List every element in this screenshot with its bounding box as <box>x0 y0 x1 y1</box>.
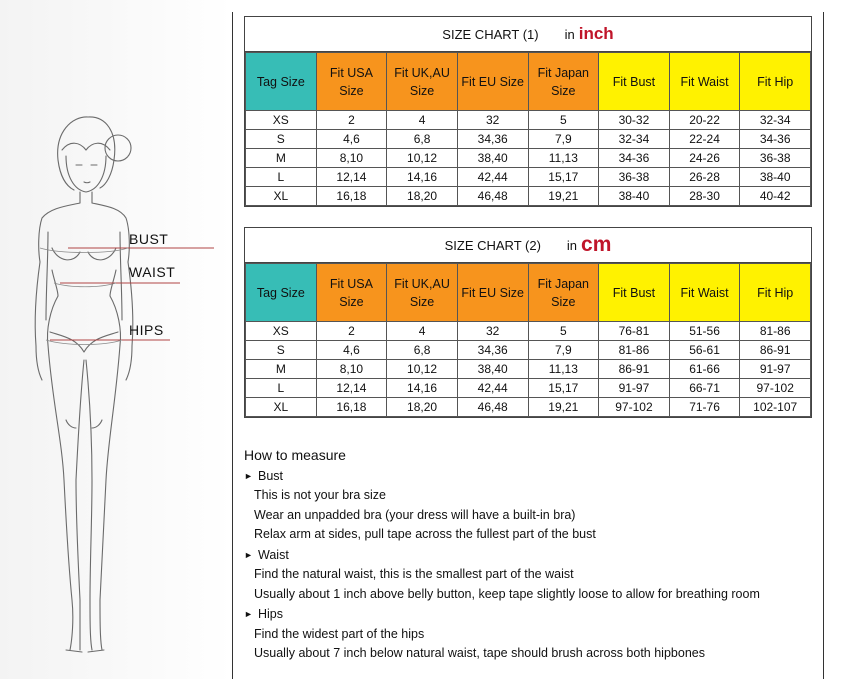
table-cell: 6,8 <box>387 341 458 360</box>
table-cell: L <box>246 379 317 398</box>
table-cell: 36-38 <box>740 149 811 168</box>
table-cell: 91-97 <box>599 379 670 398</box>
size-table-inch <box>245 52 811 206</box>
table-cell: 12,14 <box>316 168 387 187</box>
table-cell: 61-66 <box>669 360 740 379</box>
table-cell: 2 <box>316 322 387 341</box>
waist-line-1: Find the natural waist, this is the smallest part of the waist <box>254 567 574 581</box>
bust-heading <box>244 467 822 487</box>
table-row <box>246 130 811 149</box>
left-leg-inner <box>76 360 84 650</box>
table-row <box>246 149 811 168</box>
table-cell: 22-24 <box>669 130 740 149</box>
table-cell: 76-81 <box>599 322 670 341</box>
table-cell: 71-76 <box>669 398 740 417</box>
column-header: Fit EU Size <box>457 53 528 111</box>
table-row <box>246 322 811 341</box>
unit-prefix: in <box>564 26 575 42</box>
table-cell: 32-34 <box>599 130 670 149</box>
table-row <box>246 398 811 417</box>
table-cell: XL <box>246 398 317 417</box>
table-cell: 34,36 <box>457 130 528 149</box>
table-cell: 36-38 <box>599 168 670 187</box>
table-cell: 4 <box>387 111 458 130</box>
table-cell: 97-102 <box>740 379 811 398</box>
table-cell: 34,36 <box>457 341 528 360</box>
table-row <box>246 360 811 379</box>
table-cell: S <box>246 341 317 360</box>
table-cell: 56-61 <box>669 341 740 360</box>
table-cell: 12,14 <box>316 379 387 398</box>
table-cell: 2 <box>316 111 387 130</box>
bust-left <box>52 248 80 260</box>
hips-section <box>244 605 822 664</box>
table-cell: 7,9 <box>528 130 599 149</box>
table-row <box>246 187 811 206</box>
table-cell: 34-36 <box>740 130 811 149</box>
table-cell: 38-40 <box>599 187 670 206</box>
table-row <box>246 379 811 398</box>
table-row <box>246 111 811 130</box>
bust-right <box>88 248 116 260</box>
table-cell: S <box>246 130 317 149</box>
left-leg-outer <box>48 345 73 650</box>
table-cell: 40-42 <box>740 187 811 206</box>
table-cell: 20-22 <box>669 111 740 130</box>
table-cell: 32 <box>457 111 528 130</box>
table-cell: 11,13 <box>528 360 599 379</box>
table-cell: 102-107 <box>740 398 811 417</box>
table-cell: 5 <box>528 111 599 130</box>
bust-line-2: Wear an unpadded bra (your dress will have a built-in bra) <box>254 507 576 522</box>
table-cell: 38,40 <box>457 149 528 168</box>
size-chart-inch <box>244 16 812 207</box>
column-header: Fit Bust <box>599 53 670 111</box>
waist-heading-label: Waist <box>258 547 289 562</box>
table-cell: 5 <box>528 322 599 341</box>
table-cell: L <box>246 168 317 187</box>
waist-line-2: Usually about 1 inch above belly button, keep tape slightly loose to allow for breathing room <box>254 586 760 601</box>
column-header: Fit Waist <box>669 53 740 111</box>
hips-line-1: Find the widest part of the hips <box>254 626 425 641</box>
table-header-row <box>246 53 811 111</box>
table-cell: 38,40 <box>457 360 528 379</box>
chart-title-text: SIZE CHART (2) <box>444 237 541 253</box>
table-cell: 42,44 <box>457 168 528 187</box>
chart-title-inch <box>245 17 811 52</box>
right-divider <box>823 12 824 679</box>
chart-title-text: SIZE CHART (1) <box>442 26 539 42</box>
table-cell: 38-40 <box>740 168 811 187</box>
table-cell: 97-102 <box>599 398 670 417</box>
table-cell: 7,9 <box>528 341 599 360</box>
table-cell: 4,6 <box>316 341 387 360</box>
table-cell: 19,21 <box>528 398 599 417</box>
table-cell: 14,16 <box>387 379 458 398</box>
column-header: Tag Size <box>246 53 317 111</box>
table-cell: 11,13 <box>528 149 599 168</box>
chart-title-cm <box>245 228 811 263</box>
table-cell: 15,17 <box>528 168 599 187</box>
table-cell: 30-32 <box>599 111 670 130</box>
bust-label: BUST <box>129 231 169 247</box>
hips-line-2: Usually about 7 inch below natural waist, tape should brush across both hipbones <box>254 646 705 660</box>
table-cell: 19,21 <box>528 187 599 206</box>
table-cell: 28-30 <box>669 187 740 206</box>
table-body <box>246 322 811 417</box>
right-leg-inner <box>86 360 92 650</box>
hips-heading-label: Hips <box>258 607 284 621</box>
waist-section <box>244 546 822 605</box>
size-table-cm <box>245 263 811 417</box>
table-body <box>246 111 811 206</box>
table-cell: 46,48 <box>457 398 528 417</box>
table-cell: 26-28 <box>669 168 740 187</box>
table-header-row <box>246 264 811 322</box>
right-shoulder <box>92 203 129 262</box>
bust-line-1: This is not your bra size <box>254 488 386 502</box>
unit-label: inch <box>578 24 614 43</box>
body-figure-illustration <box>0 0 232 679</box>
size-chart-cm <box>244 227 812 418</box>
bust-line-3: Relax arm at sides, pull tape across the fullest part of the bust <box>254 527 596 541</box>
table-cell: XL <box>246 187 317 206</box>
table-cell: 66-71 <box>669 379 740 398</box>
table-cell: 86-91 <box>740 341 811 360</box>
column-header: Fit Waist <box>669 264 740 322</box>
right-leg-outer <box>100 345 120 650</box>
bust-section <box>244 467 822 545</box>
table-cell: 32 <box>457 322 528 341</box>
hips-outline <box>47 296 120 345</box>
table-cell: 6,8 <box>387 130 458 149</box>
column-header: Fit UK,AU Size <box>387 264 458 322</box>
table-cell: 91-97 <box>740 360 811 379</box>
table-cell: 46,48 <box>457 187 528 206</box>
table-row <box>246 341 811 360</box>
column-header: Fit Bust <box>599 264 670 322</box>
table-cell: 51-56 <box>669 322 740 341</box>
howto-title: How to measure <box>244 447 346 463</box>
table-cell: 24-26 <box>669 149 740 168</box>
table-cell: 8,10 <box>316 360 387 379</box>
table-row <box>246 168 811 187</box>
unit-label: cm <box>581 233 612 256</box>
table-cell: 32-34 <box>740 111 811 130</box>
hips-label: HIPS <box>129 322 164 338</box>
how-to-measure <box>244 446 822 664</box>
column-header: Fit USA Size <box>316 264 387 322</box>
column-header: Fit EU Size <box>457 264 528 322</box>
left-shoulder <box>39 203 80 262</box>
table-cell: 14,16 <box>387 168 458 187</box>
column-header: Fit Hip <box>740 264 811 322</box>
table-cell: 81-86 <box>740 322 811 341</box>
left-arm <box>35 262 42 380</box>
face <box>66 156 106 192</box>
column-header: Fit Japan Size <box>528 264 599 322</box>
waist-heading <box>244 546 822 566</box>
table-cell: 4 <box>387 322 458 341</box>
table-cell: 16,18 <box>316 187 387 206</box>
table-cell: 16,18 <box>316 398 387 417</box>
table-cell: 42,44 <box>457 379 528 398</box>
waist-label: WAIST <box>129 264 176 280</box>
left-divider <box>232 12 233 679</box>
table-cell: 34-36 <box>599 149 670 168</box>
hips-heading <box>244 605 822 625</box>
column-header: Fit Japan Size <box>528 53 599 111</box>
triangle-bullet-icon: ► <box>244 549 253 560</box>
column-header: Fit Hip <box>740 53 811 111</box>
table-cell: 10,12 <box>387 149 458 168</box>
table-cell: XS <box>246 322 317 341</box>
column-header: Tag Size <box>246 264 317 322</box>
table-cell: 81-86 <box>599 341 670 360</box>
table-cell: 4,6 <box>316 130 387 149</box>
table-cell: 18,20 <box>387 187 458 206</box>
table-cell: M <box>246 360 317 379</box>
table-cell: 86-91 <box>599 360 670 379</box>
table-cell: M <box>246 149 317 168</box>
table-cell: 15,17 <box>528 379 599 398</box>
bust-heading-label: Bust <box>258 468 284 483</box>
table-cell: 8,10 <box>316 149 387 168</box>
table-cell: 18,20 <box>387 398 458 417</box>
triangle-bullet-icon: ► <box>244 609 253 619</box>
unit-prefix: in <box>566 237 578 253</box>
table-cell: 10,12 <box>387 360 458 379</box>
table-cell: XS <box>246 111 317 130</box>
column-header: Fit USA Size <box>316 53 387 111</box>
column-header: Fit UK,AU Size <box>387 53 458 111</box>
triangle-bullet-icon: ► <box>244 470 253 481</box>
